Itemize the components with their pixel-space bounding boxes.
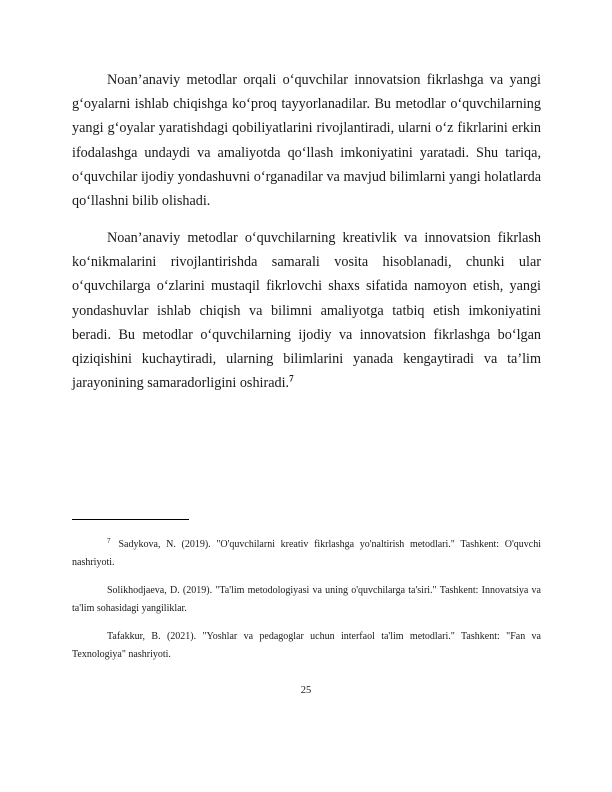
footnote-separator [72,519,189,520]
footnote-marker: 7 [107,536,111,545]
footnote-2 [72,582,541,618]
footnote-1 [72,536,541,572]
body-paragraph-2 [72,226,541,395]
body-paragraph-1 [72,68,541,213]
footnote-reference[interactable]: 7 [289,373,294,384]
paragraph-text: Noan’anaviy metodlar orqali o‘quvchilar innovatsion fikrlashga va yangi g‘oyalarni ishlab chiqishga ko‘proq tayyorlanadilar. Bu metodlar o‘quvchilarning yangi g‘oyalar yaratishdagi qobiliyatlarini rivojlantiradi, ularni o‘z fikrlarini erkin ifodalashga undaydi va amaliyotda qo‘llash imkoniyatini yaratadi. Shu tariqa, o‘quvchilar ijodiy yondashuvni o‘rganadilar va mavjud bilimlarni yangi holatlarda qo‘llashni bilib olishadi. [72,72,541,210]
footnote-3 [72,628,541,664]
footnote-text: Sadykova, N. (2019). "O'quvchilarni kreativ fikrlashga yo'naltirish metodlari." Tashkent: O'quvchi nashriyoti. [72,539,541,568]
footnote-text: Solikhodjaeva, D. (2019). "Ta'lim metodologiyasi va uning o'quvchilarga ta'siri." Tashkent: Innovatsiya va ta'lim sohasidagi yangiliklar. [72,585,541,614]
page-number: 25 [300,685,312,696]
footnote-text: Tafakkur, B. (2021). "Yoshlar va pedagoglar uchun interfaol ta'lim metodlari." Tashkent: "Fan va Texnologiya" nashriyoti. [72,631,541,660]
paragraph-text: Noan’anaviy metodlar o‘quvchilarning kreativlik va innovatsion fikrlash ko‘nikmalarini rivojlantirishda samarali vosita hisoblanadi, chunki ular o‘quvchilarga o‘zlarini mustaqil fikrlovchi shaxs sifatida namoyon etish, yangi yondashuvlar ishlab chiqish va bilimni amaliyotga tatbiq etish imkoniyatini beradi. Bu metodlar o‘quvchilarning ijodiy va innovatsion fikrlashga bo‘lgan qiziqishini kuchaytiradi, ularning bilimlarini yanada kengaytiradi va ta’lim jarayonining samaradorligini oshiradi. [72,230,541,392]
